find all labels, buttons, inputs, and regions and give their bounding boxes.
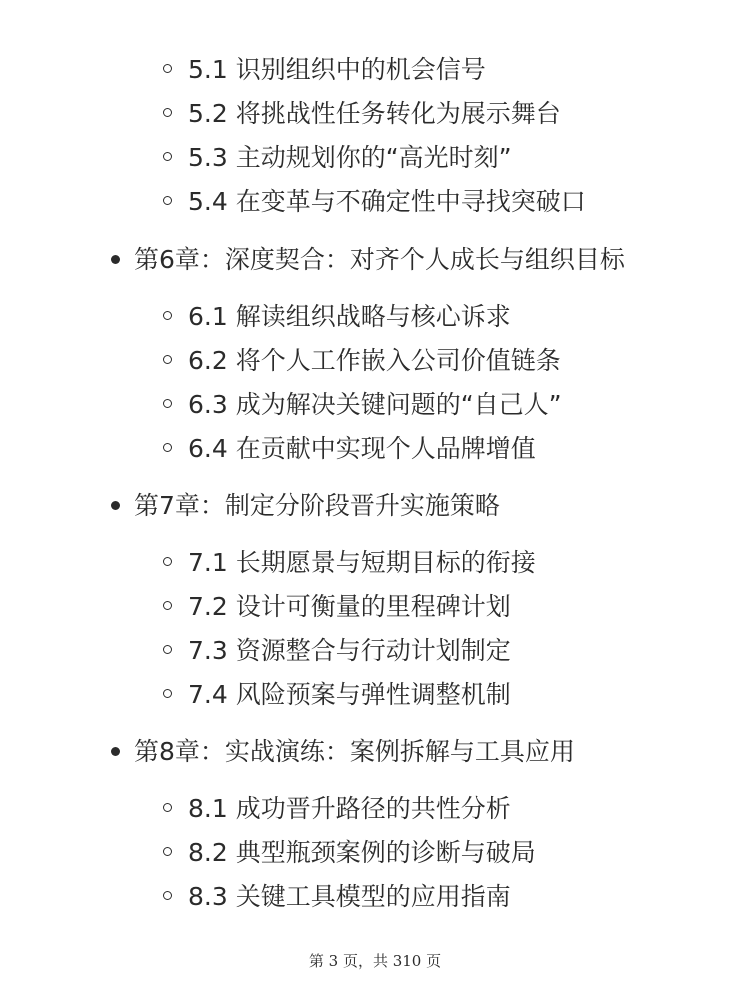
page-number-label: 第 3 页，共 310 页 xyxy=(308,952,442,970)
filled-bullet-icon xyxy=(111,747,120,756)
toc-item xyxy=(0,631,750,671)
toc-item xyxy=(0,429,750,469)
toc-chapter-label: 第7章：制定分阶段晋升实施策略 xyxy=(134,491,500,520)
hollow-bullet-icon xyxy=(163,891,172,900)
hollow-bullet-icon xyxy=(163,803,172,812)
toc-item-label: 7.1 长期愿景与短期目标的衔接 xyxy=(188,548,536,577)
toc-item-label: 7.2 设计可衡量的里程碑计划 xyxy=(188,592,511,621)
toc-item-label: 6.3 成为解决关键问题的“自己人” xyxy=(188,390,562,419)
toc-item-label: 5.3 主动规划你的“高光时刻” xyxy=(188,143,512,172)
hollow-bullet-icon xyxy=(163,645,172,654)
toc-item-label: 8.1 成功晋升路径的共性分析 xyxy=(188,794,511,823)
hollow-bullet-icon xyxy=(163,557,172,566)
toc-chapter xyxy=(0,240,750,280)
toc-item xyxy=(0,833,750,873)
filled-bullet-icon xyxy=(111,501,120,510)
hollow-bullet-icon xyxy=(163,152,172,161)
toc-item-label: 5.2 将挑战性任务转化为展示舞台 xyxy=(188,99,561,128)
toc-item xyxy=(0,341,750,381)
toc-item xyxy=(0,94,750,134)
toc-item-label: 7.4 风险预案与弹性调整机制 xyxy=(188,680,511,709)
toc-item xyxy=(0,675,750,715)
toc-item xyxy=(0,587,750,627)
toc-item-label: 7.3 资源整合与行动计划制定 xyxy=(188,636,511,665)
toc-item xyxy=(0,297,750,337)
toc-item-label: 6.2 将个人工作嵌入公司价值链条 xyxy=(188,346,561,375)
toc-item xyxy=(0,182,750,222)
hollow-bullet-icon xyxy=(163,443,172,452)
toc-item-label: 8.2 典型瓶颈案例的诊断与破局 xyxy=(188,838,536,867)
hollow-bullet-icon xyxy=(163,601,172,610)
hollow-bullet-icon xyxy=(163,689,172,698)
toc-item xyxy=(0,138,750,178)
filled-bullet-icon xyxy=(111,255,120,264)
hollow-bullet-icon xyxy=(163,355,172,364)
toc-item-label: 6.1 解读组织战略与核心诉求 xyxy=(188,302,511,331)
toc-item xyxy=(0,877,750,917)
toc-item-label: 5.1 识别组织中的机会信号 xyxy=(188,55,486,84)
toc-item xyxy=(0,789,750,829)
toc-chapter xyxy=(0,732,750,772)
hollow-bullet-icon xyxy=(163,847,172,856)
hollow-bullet-icon xyxy=(163,108,172,117)
toc-chapter-label: 第6章：深度契合：对齐个人成长与组织目标 xyxy=(134,245,625,274)
hollow-bullet-icon xyxy=(163,399,172,408)
toc-item-label: 6.4 在贡献中实现个人品牌增值 xyxy=(188,434,536,463)
hollow-bullet-icon xyxy=(163,311,172,320)
page-footer xyxy=(0,950,750,971)
toc-item xyxy=(0,543,750,583)
toc-chapter-label: 第8章：实战演练：案例拆解与工具应用 xyxy=(134,737,575,766)
hollow-bullet-icon xyxy=(163,196,172,205)
toc-item-label: 8.3 关键工具模型的应用指南 xyxy=(188,882,511,911)
toc-item-label: 5.4 在变革与不确定性中寻找突破口 xyxy=(188,187,586,216)
toc-chapter xyxy=(0,486,750,526)
hollow-bullet-icon xyxy=(163,64,172,73)
toc-item xyxy=(0,50,750,90)
toc-item xyxy=(0,385,750,425)
